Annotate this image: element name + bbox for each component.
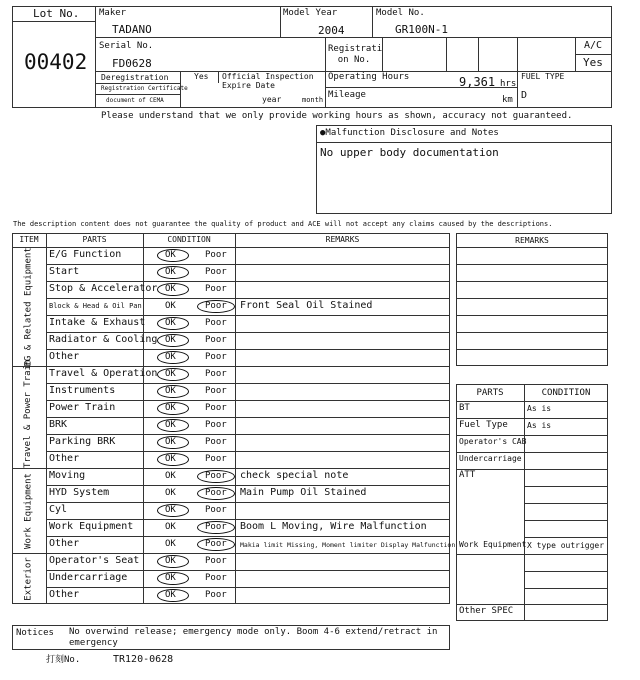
ok-label: OK <box>165 352 176 362</box>
table-row <box>46 468 450 485</box>
part-name: Intake & Exhaust <box>49 317 146 328</box>
divider <box>524 520 608 521</box>
month-label: month <box>302 96 324 104</box>
divider <box>575 54 612 55</box>
poor-label: Poor <box>205 590 227 600</box>
serial: FD0628 <box>112 57 152 70</box>
ok-label: OK <box>165 301 176 311</box>
document-cema-label: document of CEMA <box>106 97 164 104</box>
divider <box>456 298 608 299</box>
notices-text-line1: No overwind release; emergency mode only. Boom 4-6 extend/retract in <box>69 627 438 637</box>
part-name: Cyl <box>49 504 68 515</box>
model-no: GR100N-1 <box>395 23 448 36</box>
divider <box>456 435 608 436</box>
table-row <box>46 570 450 587</box>
registration-label: Registrati on No. <box>328 44 383 65</box>
divider <box>456 349 608 350</box>
divider <box>524 486 608 487</box>
spec-condition: As is <box>527 404 552 413</box>
ok-label: OK <box>165 386 176 396</box>
divider <box>456 469 608 470</box>
operating-hours-value: 9,361 <box>459 75 496 89</box>
part-name: Work Equipment <box>49 521 134 532</box>
table-row <box>46 315 450 332</box>
ok-label: OK <box>165 556 176 566</box>
poor-label: Poor <box>205 267 227 277</box>
ok-circle <box>157 351 189 364</box>
serial-label: Serial No. <box>99 41 154 51</box>
registration-certificate-label: Registration Certificate <box>101 85 188 92</box>
divider <box>456 247 608 248</box>
ok-circle <box>157 504 189 517</box>
table-row <box>46 400 450 417</box>
divider <box>524 588 608 589</box>
divider <box>456 604 608 605</box>
header-parts: PARTS <box>82 235 107 244</box>
table-row <box>46 485 450 502</box>
header-item: ITEM <box>19 235 39 244</box>
poor-label: Poor <box>205 454 227 464</box>
divider <box>456 418 608 419</box>
divider <box>524 571 608 572</box>
km-label: km <box>502 95 513 105</box>
divider <box>524 537 608 538</box>
table-row <box>46 451 450 468</box>
deregistration-label: Deregistration <box>101 73 169 82</box>
part-name: HYD System <box>49 487 110 498</box>
part-name: Travel & Operation <box>49 368 158 379</box>
ok-label: OK <box>165 573 176 583</box>
mileage-label: Mileage <box>328 90 366 100</box>
poor-circle <box>197 521 235 534</box>
poor-label: Poor <box>205 284 227 294</box>
divider <box>524 503 608 504</box>
ok-circle <box>157 266 189 279</box>
spec-part: Fuel Type <box>459 420 508 430</box>
fuel-type-value: D <box>521 90 528 101</box>
table-row <box>46 434 450 451</box>
disclaimer: The description content does not guarantee the quality of product and ACE will not accept any claims caused by the descriptions. <box>13 220 553 228</box>
ok-label: OK <box>165 488 176 498</box>
divider <box>325 37 326 108</box>
part-name: Other <box>49 589 80 600</box>
spec-part: Other SPEC <box>459 606 514 616</box>
poor-circle <box>197 487 235 500</box>
ok-label: OK <box>165 318 176 328</box>
ok-label: OK <box>165 437 176 447</box>
table-row <box>46 332 450 349</box>
spec-condition: As is <box>527 421 552 430</box>
divider <box>456 281 608 282</box>
ok-circle <box>157 334 189 347</box>
ok-label: OK <box>165 539 176 549</box>
ok-circle <box>157 402 189 415</box>
poor-label: Poor <box>205 488 227 498</box>
spec-header-parts: PARTS <box>476 388 504 398</box>
group-label: Travel & Power Train <box>23 359 33 468</box>
table-row <box>46 264 450 281</box>
poor-label: Poor <box>205 573 227 583</box>
ac-label: A/C <box>584 40 603 51</box>
divider <box>280 6 281 37</box>
table-row <box>46 349 450 366</box>
divider <box>456 332 608 333</box>
spec-part: BT <box>459 403 470 413</box>
poor-label: Poor <box>205 556 227 566</box>
part-name: Other <box>49 538 80 549</box>
poor-label: Poor <box>205 335 227 345</box>
part-name: Block & Head & Oil Pan <box>49 302 142 310</box>
spec-part: ATT <box>459 470 476 480</box>
ok-label: OK <box>165 522 176 532</box>
model-no-label: Model No. <box>376 8 425 18</box>
part-name: Stop & Accelerator <box>49 283 158 294</box>
ok-circle <box>157 385 189 398</box>
malfunction-box <box>316 125 612 214</box>
poor-label: Poor <box>205 505 227 515</box>
divider <box>95 6 96 108</box>
remark: Front Seal Oil Stained <box>240 300 373 311</box>
table-row <box>46 587 450 604</box>
table-row <box>46 366 450 383</box>
ok-label: OK <box>165 250 176 260</box>
divider <box>95 83 180 84</box>
divider <box>456 401 608 402</box>
poor-label: Poor <box>205 539 227 549</box>
table-row <box>46 247 450 264</box>
malfunction-text: No upper body documentation <box>320 146 499 159</box>
ok-label: OK <box>165 454 176 464</box>
ok-circle <box>157 419 189 432</box>
table-row <box>46 298 450 315</box>
divider <box>446 37 447 71</box>
right-remarks-box <box>456 233 608 366</box>
divider <box>12 21 95 22</box>
poor-label: Poor <box>205 386 227 396</box>
poor-label: Poor <box>205 250 227 260</box>
ok-label: OK <box>165 267 176 277</box>
part-name: Moving <box>49 470 86 481</box>
expire-date-label: Expire Date <box>222 81 275 90</box>
divider <box>95 37 612 38</box>
malfunction-title: ●Malfunction Disclosure and Notes <box>320 128 499 138</box>
ok-label: OK <box>165 471 176 481</box>
ok-circle <box>157 572 189 585</box>
part-name: Other <box>49 453 80 464</box>
divider <box>456 315 608 316</box>
ok-label: OK <box>165 590 176 600</box>
table-row <box>46 383 450 400</box>
ok-label: OK <box>165 335 176 345</box>
lot-no: 00402 <box>24 50 88 74</box>
part-name: Power Train <box>49 402 116 413</box>
remark: Main Pump Oil Stained <box>240 487 367 498</box>
table-row <box>46 553 450 570</box>
model-year: 2004 <box>318 24 345 37</box>
part-name: Instruments <box>49 385 116 396</box>
part-name: Other <box>49 351 80 362</box>
poor-label: Poor <box>205 471 227 481</box>
ac-value: Yes <box>583 56 603 69</box>
divider <box>517 37 518 108</box>
header-condition: CONDITION <box>167 235 211 244</box>
poor-label: Poor <box>205 301 227 311</box>
ok-circle <box>157 283 189 296</box>
remark: Makia limit Missing, Moment limiter Display Malfunction <box>240 541 456 549</box>
ok-circle <box>157 589 189 602</box>
poor-circle <box>197 538 235 551</box>
divider <box>456 452 608 453</box>
part-name: BRK <box>49 419 68 430</box>
ok-label: OK <box>165 369 176 379</box>
stamp-value: TR120-0628 <box>113 654 174 665</box>
poor-label: Poor <box>205 420 227 430</box>
poor-label: Poor <box>205 352 227 362</box>
divider <box>456 264 608 265</box>
divider <box>456 554 608 555</box>
notices-label: Notices <box>16 628 54 638</box>
divider <box>382 37 383 71</box>
divider <box>95 94 180 95</box>
poor-label: Poor <box>205 369 227 379</box>
spec-part: Undercarriage <box>459 454 522 463</box>
maker-label: Maker <box>99 8 127 18</box>
remark: check special note <box>240 470 349 481</box>
fuel-type-label: FUEL TYPE <box>521 72 565 81</box>
part-name: Start <box>49 266 80 277</box>
table-row <box>46 519 450 536</box>
ok-circle <box>157 436 189 449</box>
deregistration-value: Yes <box>194 72 209 81</box>
remark: Boom L Moving, Wire Malfunction <box>240 521 427 532</box>
divider <box>372 6 373 37</box>
part-name: Radiator & Cooling <box>49 334 158 345</box>
group-label: EG & Related Equipment <box>23 246 33 366</box>
spec-part: Work Equipment <box>459 540 527 549</box>
lot-no-label: Lot No. <box>33 7 80 20</box>
table-row <box>46 536 456 553</box>
part-name: Operator's Seat <box>49 555 140 566</box>
poor-label: Poor <box>205 403 227 413</box>
stamp-label: 打刻No. <box>46 655 81 665</box>
right-remarks-title: REMARKS <box>515 236 549 245</box>
header-remarks: REMARKS <box>325 235 360 244</box>
poor-label: Poor <box>205 318 227 328</box>
poor-circle <box>197 300 235 313</box>
spec-condition: X type outrigger <box>527 541 605 550</box>
part-name: E/G Function <box>49 249 122 260</box>
spec-header-condition: CONDITION <box>541 388 591 398</box>
ok-label: OK <box>165 284 176 294</box>
table-row <box>46 417 450 434</box>
notices-text-line2: emergency <box>69 638 118 648</box>
ok-circle <box>157 453 189 466</box>
ok-label: OK <box>165 403 176 413</box>
year-label: year <box>262 95 282 104</box>
maker: TADANO <box>112 23 152 36</box>
group-label: Exterior <box>23 556 33 601</box>
ok-label: OK <box>165 505 176 515</box>
ok-label: OK <box>165 420 176 430</box>
divider <box>575 37 576 71</box>
model-year-label: Model Year <box>283 8 338 18</box>
hours-notice: Please understand that we only provide working hours as shown, accuracy not guaranteed. <box>101 111 573 121</box>
table-row <box>46 281 450 298</box>
divider <box>316 142 612 143</box>
poor-label: Poor <box>205 522 227 532</box>
hrs-label: hrs <box>500 79 517 89</box>
table-row <box>46 502 450 519</box>
ok-circle <box>157 368 189 381</box>
part-name: Parking BRK <box>49 436 116 447</box>
ok-circle <box>157 249 189 262</box>
divider <box>478 37 479 71</box>
spec-part: Operator's CAB <box>459 437 527 446</box>
group-label: Work Equipment <box>23 472 33 549</box>
ok-circle <box>157 317 189 330</box>
poor-label: Poor <box>205 437 227 447</box>
divider <box>218 71 219 83</box>
ok-circle <box>157 555 189 568</box>
official-inspection-label: Official Inspection <box>222 72 314 81</box>
operating-hours-label: Operating Hours <box>328 72 410 82</box>
poor-circle <box>197 470 235 483</box>
part-name: Undercarriage <box>49 572 128 583</box>
